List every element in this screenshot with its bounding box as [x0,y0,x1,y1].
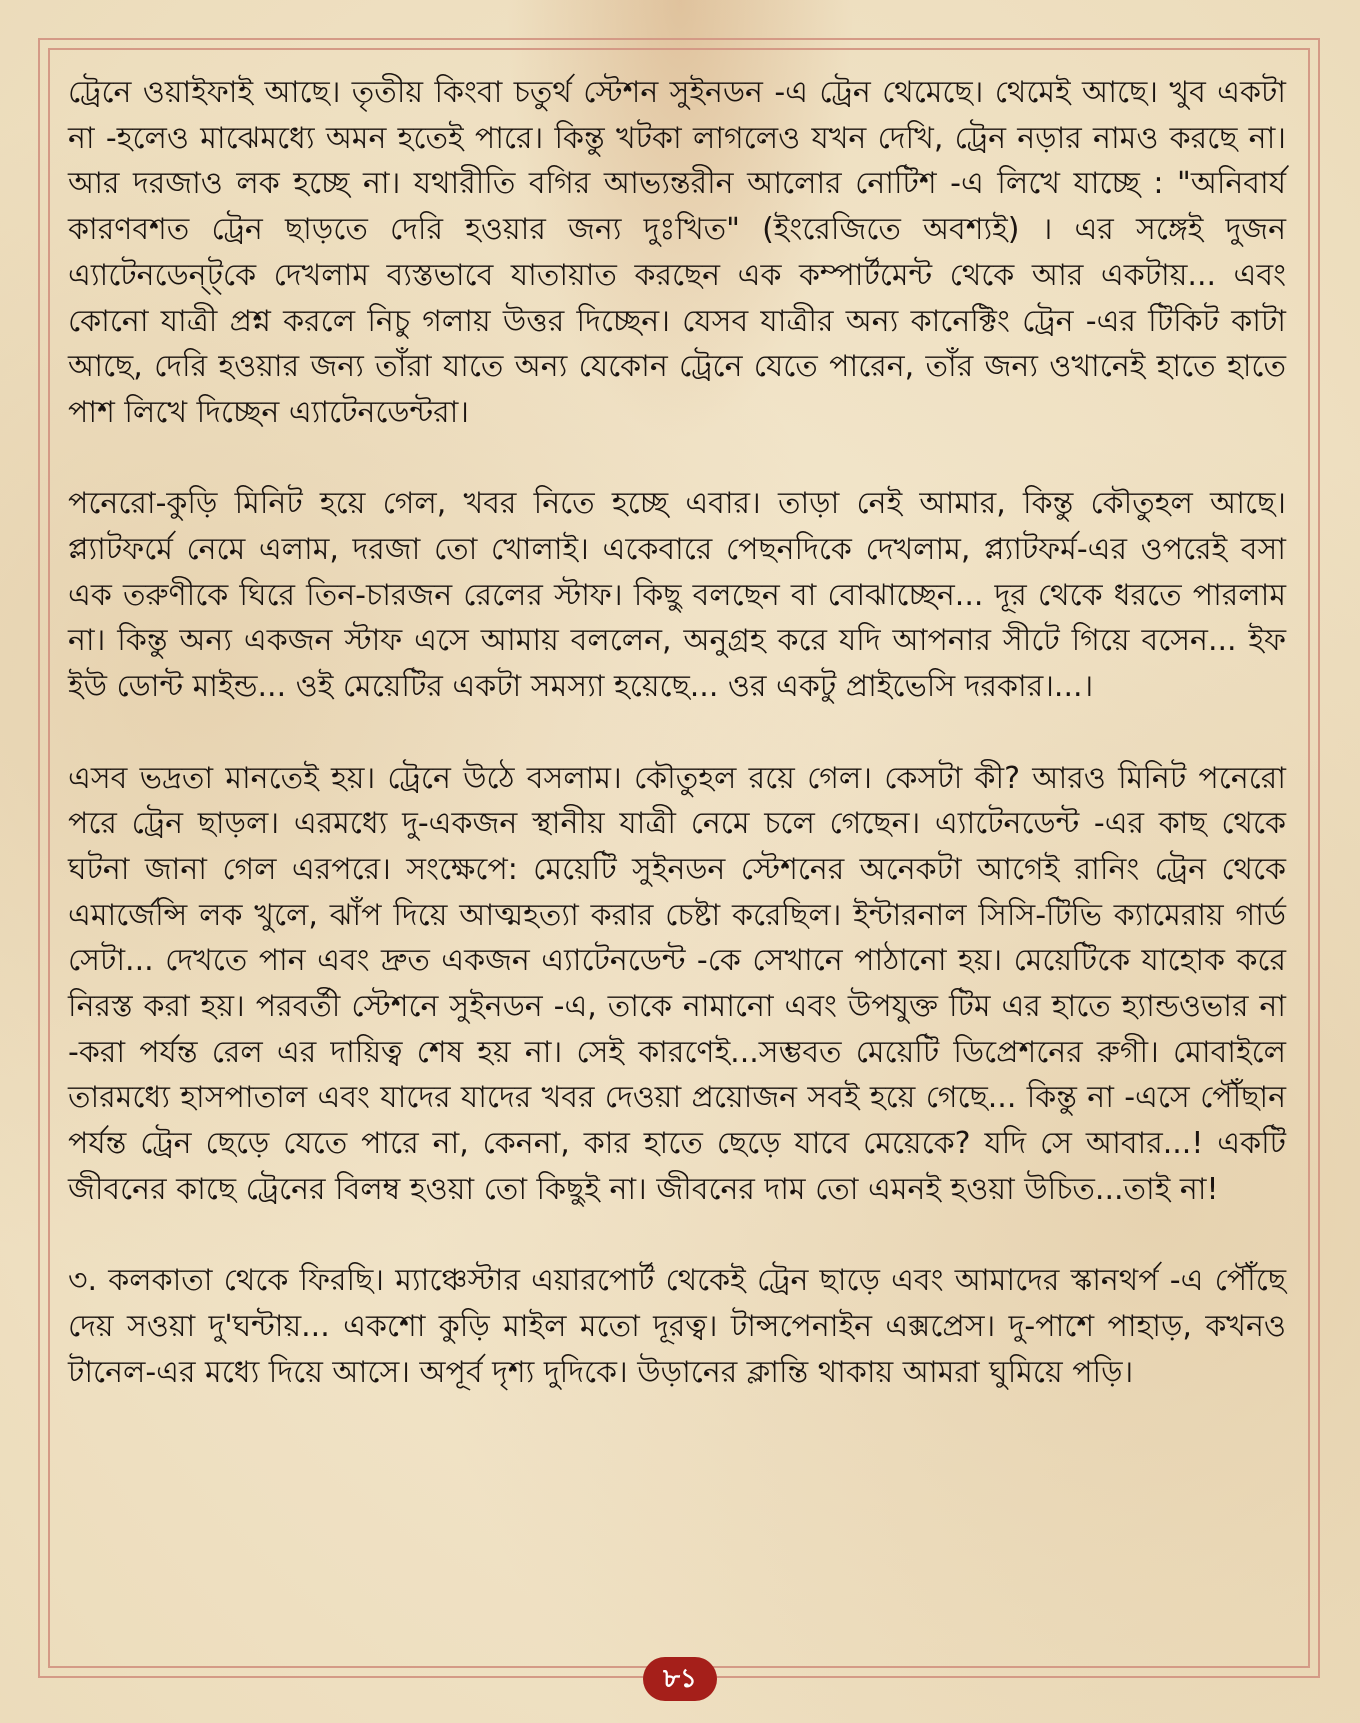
paragraph-4: ৩. কলকাতা থেকে ফিরছি। ম্যাঞ্চেস্টার এয়ারপোর্ট থেকেই ট্রেন ছাড়ে এবং আমাদের স্কানথর্প -এ পৌঁছে দেয় সওয়া দু'ঘন্টায়... একশো কুড়ি মাইল মতো দূরত্ব। টান্সপেনাইন এক্সপ্রেস। দু-পাশে পাহাড়, কখনও টানেল-এর মধ্যে দিয়ে আসে। অপূর্ব দৃশ্য দুদিকে। উড়ানের ক্লান্তি থাকায় আমরা ঘুমিয়ে পড়ি। [68,1263,1286,1390]
body-text [68,70,1286,1395]
paragraph-2: পনেরো-কুড়ি মিনিট হয়ে গেল, খবর নিতে হচ্ছে এবার। তাড়া নেই আমার, কিন্তু কৌতুহল আছে। প্ল্যাটফর্মে নেমে এলাম, দরজা তো খোলাই। একেবারে পেছনদিকে দেখলাম, প্ল্যাটফর্ম-এর ওপরেই বসা এক তরুণীকে ঘিরে তিন-চারজন রেলের স্টাফ। কিছু বলছেন বা বোঝাচ্ছেন... দূর থেকে ধরতে পারলাম না। কিন্তু অন্য একজন স্টাফ এসে আমায় বললেন, অনুগ্রহ করে যদি আপনার সীটে গিয়ে বসেন... ইফ ইউ ডোন্ট মাইন্ড... ওই মেয়েটির একটা সমস্যা হয়েছে... ওর একটু প্রাইভেসি দরকার।...। [68,486,1286,705]
page-number-badge: ৮১ [643,1657,717,1701]
paragraph-3: এসব ভদ্রতা মানতেই হয়। ট্রেনে উঠে বসলাম। কৌতুহল রয়ে গেল। কেসটা কী? আরও মিনিট পনেরো পরে ট্রেন ছাড়ল। এরমধ্যে দু-একজন স্থানীয় যাত্রী নেমে চলে গেছেন। এ্যাটেনডেন্ট -এর কাছ থেকে ঘটনা জানা গেল এরপরে। সংক্ষেপে: মেয়েটি সুইনডন স্টেশনের অনেকটা আগেই রানিং ট্রেন থেকে এমার্জেন্সি লক খুলে, ঝাঁপ দিয়ে আত্মহত্যা করার চেষ্টা করেছিল। ইন্টারনাল সিসি-টিভি ক্যামেরায় গার্ড সেটা... দেখতে পান এবং দ্রুত একজন এ্যাটেনডেন্ট -কে সেখানে পাঠানো হয়। মেয়েটিকে যাহোক করে নিরস্ত করা হয়। পরবর্তী স্টেশনে সুইনডন -এ, তাকে নামানো এবং উপযুক্ত টিম এর হাতে হ্যান্ডওভার না -করা পর্যন্ত রেল এর দায়িত্ব শেষ হয় না। সেই কারণেই...সম্ভবত মেয়েটি ডিপ্রেশনের রুগী। মোবাইলে তারমধ্যে হাসপাতাল এবং যাদের যাদের খবর দেওয়া প্রয়োজন সবই হয়ে গেছে... কিন্তু না -এসে পৌঁছান পর্যন্ত ট্রেন ছেড়ে যেতে পারে না, কেননা, কার হাতে ছেড়ে যাবে মেয়েকে? যদি সে আবার...! একটি জীবনের কাছে ট্রেনের বিলম্ব হওয়া তো কিছুই না। জীবনের দাম তো এমনই হওয়া উচিত...তাই না! [68,760,1286,1207]
paragraph-1: ট্রেনে ওয়াইফাই আছে। তৃতীয় কিংবা চতুর্থ স্টেশন সুইনডন -এ ট্রেন থেমেছে। থেমেই আছে। খুব একটা না -হলেও মাঝেমধ্যে অমন হতেই পারে। কিন্তু খটকা লাগলেও যখন দেখি, ট্রেন নড়ার নামও করছে না। আর দরজাও লক হচ্ছে না। যথারীতি বগির আভ্যন্তরীন আলোর নোটিশ -এ লিখে যাচ্ছে : "অনিবার্য কারণবশত ট্রেন ছাড়তে দেরি হওয়ার জন্য দুঃখিত" (ইংরেজিতে অবশ্যই) । এর সঙ্গেই দুজন এ্যাটেনডেন্ট্‌কে দেখলাম ব্যস্তভাবে যাতায়াত করছেন এক কম্পার্টমেন্ট থেকে আর একটায়... এবং কোনো যাত্রী প্রশ্ন করলে নিচু গলায় উত্তর দিচ্ছেন। যেসব যাত্রীর অন্য কানেক্টিং ট্রেন -এর টিকিট কাটা আছে, দেরি হওয়ার জন্য তাঁরা যাতে অন্য যেকোন ট্রেনে যেতে পারেন, তাঁর জন্য ওখানেই হাতে হাতে পাশ লিখে দিচ্ছেন এ্যাটেনডেন্টরা। [68,75,1286,430]
